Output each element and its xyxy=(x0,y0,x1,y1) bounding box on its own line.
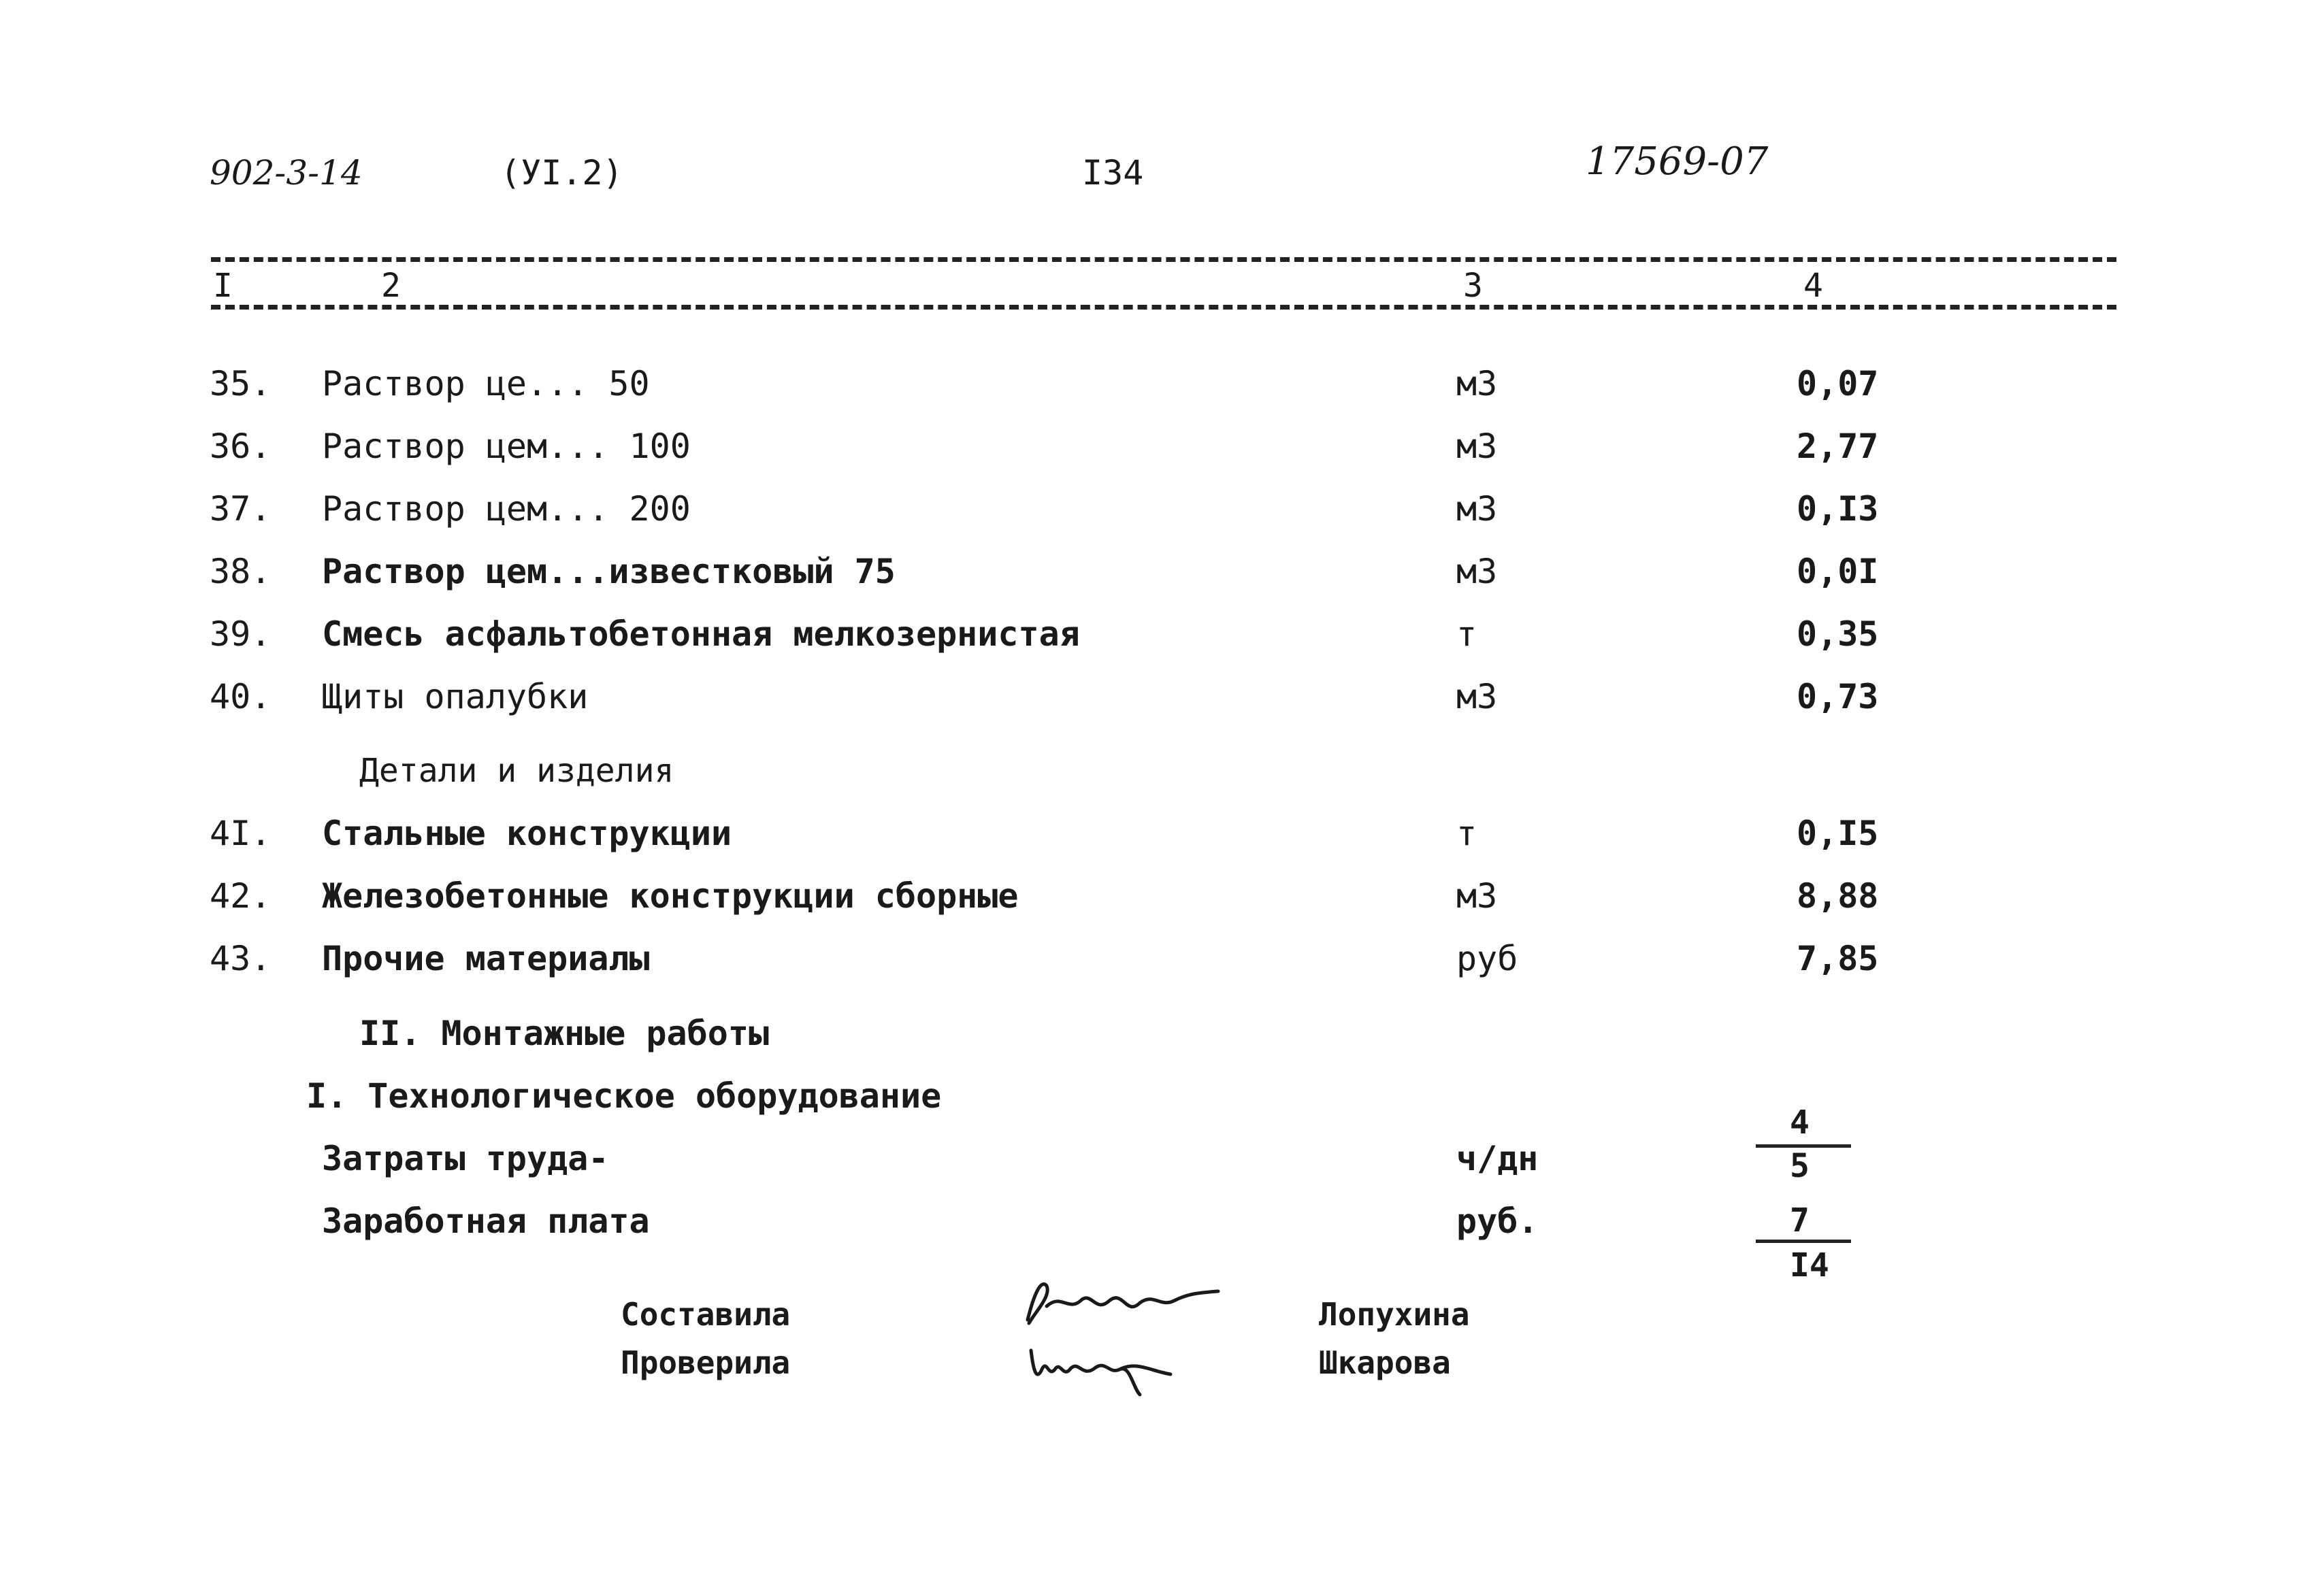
row-quantity: 0,I5 xyxy=(1797,814,1879,853)
checked-label: Проверила xyxy=(621,1344,791,1381)
table-top-rule xyxy=(211,257,2116,262)
row-number: 42. xyxy=(210,876,272,916)
row-unit: м3 xyxy=(1456,489,1498,529)
column-number-1: I xyxy=(213,267,233,305)
archive-number: 17569-07 xyxy=(1586,139,1769,184)
doc-code: 902-3-14 xyxy=(210,153,363,193)
table-row xyxy=(0,489,2324,537)
row-name: Раствор цем...известковый 75 xyxy=(322,552,896,591)
table-row xyxy=(0,677,2324,725)
column-number-3: 3 xyxy=(1463,267,1483,305)
section-code: (УI.2) xyxy=(500,153,623,193)
labor-numerator: 4 xyxy=(1790,1103,1810,1142)
row-quantity: 8,88 xyxy=(1797,876,1879,916)
row-quantity: 0,73 xyxy=(1797,677,1879,716)
row-unit: м3 xyxy=(1456,552,1498,591)
row-number: 43. xyxy=(210,939,272,978)
row-name: Раствор цем... 100 xyxy=(322,427,691,466)
row-name: Стальные конструкции xyxy=(322,814,732,853)
subheading: Детали и изделия xyxy=(359,752,674,790)
row-unit: м3 xyxy=(1456,427,1498,466)
row-unit: т xyxy=(1456,814,1477,853)
checked-name: Шкарова xyxy=(1319,1344,1451,1381)
table-row xyxy=(0,814,2324,861)
table-row xyxy=(0,552,2324,599)
section-subtitle: I. Технологическое оборудование xyxy=(306,1076,942,1116)
compiled-signature xyxy=(1014,1265,1232,1340)
wage-fraction-line xyxy=(1756,1240,1851,1243)
row-name: Прочие материалы xyxy=(322,939,650,978)
row-unit: м3 xyxy=(1456,364,1498,403)
table-row xyxy=(0,614,2324,662)
page-number: I34 xyxy=(1082,153,1144,193)
row-unit: т xyxy=(1456,614,1477,654)
row-quantity: 0,07 xyxy=(1797,364,1879,403)
section-title: II. Монтажные работы xyxy=(359,1014,770,1053)
row-quantity: 2,77 xyxy=(1797,427,1879,466)
table-row xyxy=(0,939,2324,986)
labor-unit: ч/дн xyxy=(1456,1139,1539,1178)
row-name: Железобетонные конструкции сборные xyxy=(322,876,1019,916)
column-number-4: 4 xyxy=(1803,267,1823,305)
row-unit: м3 xyxy=(1456,876,1498,916)
row-number: 35. xyxy=(210,364,272,403)
row-number: 40. xyxy=(210,677,272,716)
compiled-name: Лопухина xyxy=(1319,1296,1470,1333)
row-name: Щиты опалубки xyxy=(322,677,589,716)
row-quantity: 0,35 xyxy=(1797,614,1879,654)
table-row xyxy=(0,427,2324,474)
labor-denominator: 5 xyxy=(1790,1147,1810,1185)
row-name: Раствор цем... 200 xyxy=(322,489,691,529)
row-number: 37. xyxy=(210,489,272,529)
wage-row xyxy=(0,1201,2324,1249)
row-unit: руб xyxy=(1456,939,1518,978)
row-quantity: 7,85 xyxy=(1797,939,1879,978)
wage-unit: руб. xyxy=(1456,1201,1539,1241)
wage-label: Заработная плата xyxy=(322,1201,650,1241)
row-number: 38. xyxy=(210,552,272,591)
labor-label: Затраты труда- xyxy=(322,1139,609,1178)
column-number-2: 2 xyxy=(381,267,401,305)
wage-numerator: 7 xyxy=(1790,1201,1810,1240)
row-quantity: 0,0I xyxy=(1797,552,1879,591)
table-row xyxy=(0,876,2324,924)
table-row xyxy=(0,364,2324,412)
row-number: 4I. xyxy=(210,814,272,853)
row-unit: м3 xyxy=(1456,677,1498,716)
row-quantity: 0,I3 xyxy=(1797,489,1879,529)
compiled-label: Составила xyxy=(621,1296,791,1333)
row-name: Раствор це... 50 xyxy=(322,364,650,403)
checked-signature xyxy=(1021,1330,1184,1405)
row-number: 36. xyxy=(210,427,272,466)
row-number: 39. xyxy=(210,614,272,654)
table-header-rule xyxy=(211,305,2116,310)
wage-denominator: I4 xyxy=(1790,1246,1829,1284)
labor-row xyxy=(0,1139,2324,1186)
row-name: Смесь асфальтобетонная мелкозернистая xyxy=(322,614,1080,654)
